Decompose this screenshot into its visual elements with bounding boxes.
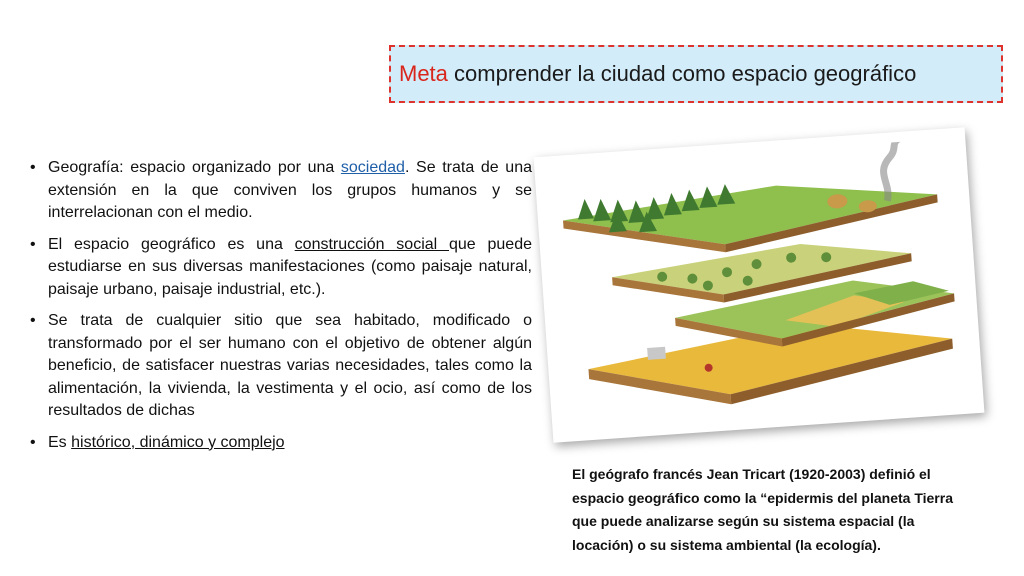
caption-line: locación) o su sistema ambiental (la ecología).	[572, 536, 881, 553]
bullet-text: que puede estudiarse en sus diversas manifestaciones (como paisaje natural, paisaje urbano, paisaje industrial, etc.).	[48, 235, 532, 298]
caption-line: El geógrafo francés Jean Tricart (1920-2003) definió el	[572, 466, 931, 482]
landscape-layers-illustration	[544, 138, 974, 432]
illustration-card	[534, 127, 985, 442]
title-text: comprender la ciudad como espacio geográfico	[447, 61, 917, 86]
sociedad-link[interactable]: sociedad	[340, 159, 405, 176]
caption-line: espacio geográfico como la “epidermis del planeta Tierra	[572, 489, 953, 506]
bullet-text: Es	[48, 433, 72, 451]
bullet-item	[30, 234, 532, 302]
underlined-text: histórico, dinámico y complejo	[71, 433, 285, 451]
caption	[572, 463, 1024, 557]
title-box	[389, 45, 1003, 103]
caption-line: que puede analizarse según su sistema espacial (la	[572, 513, 915, 529]
slide-title	[399, 61, 916, 87]
bullet-item	[30, 157, 532, 225]
underlined-text: construcción social	[294, 235, 449, 253]
bullet-text: El espacio geográfico es una	[48, 235, 295, 253]
bullet-item	[30, 432, 532, 455]
bullet-text: . Se trata de una extensión en la que conviven los grupos humanos y se interrelacionan con el medio.	[48, 159, 533, 221]
bullet-list	[30, 157, 532, 463]
bullet-item	[30, 310, 532, 423]
bullet-text: Geografía: espacio organizado por una	[48, 159, 341, 176]
title-accent: Meta	[399, 61, 448, 86]
bullet-text: Se trata de cualquier sitio que sea habitado, modificado o transformado por el ser humano con el objetivo de obtener algún beneficio, de satisfacer nuestras varias necesidades, tales como la alimentación, la vivienda, la vestimenta y el ocio, así como de los resultados de dichas	[48, 312, 532, 419]
